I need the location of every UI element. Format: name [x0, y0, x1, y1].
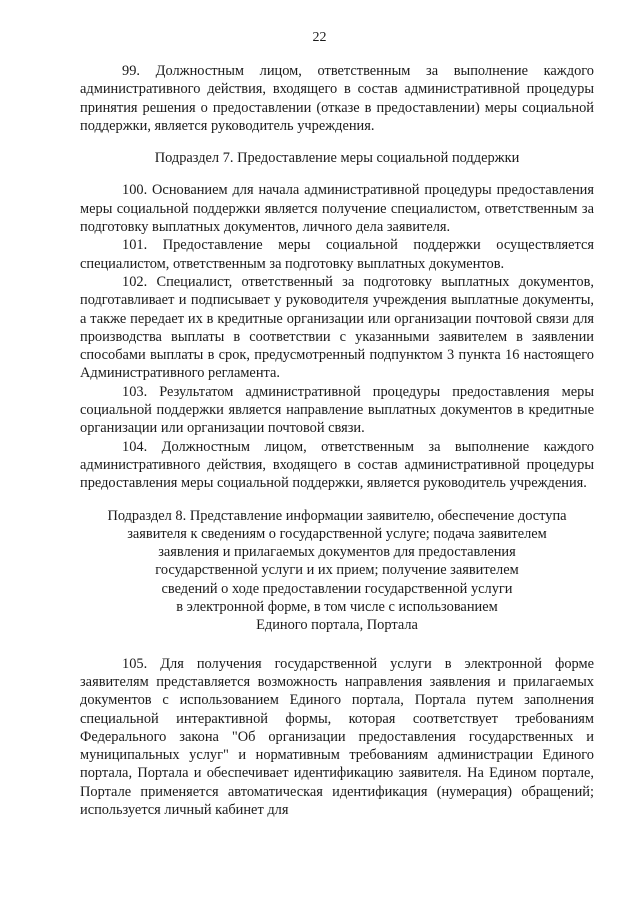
- subsection-8-heading: [80, 507, 594, 635]
- paragraph-100: 100. Основанием для начала административной процедуры предоставления меры социальной поддержки является получение специалистом, ответственным за подготовку выплатных документов, личного дела заявителя.: [80, 182, 594, 236]
- paragraph-99: 99. Должностным лицом, ответственным за выполнение каждого административного действия, входящего в состав административной процедуры принятия решения о предоставлении (отказе в предоставлении) меры социальной поддержки, является руководитель учреждения.: [80, 63, 594, 134]
- subsection-8-heading-line: Подраздел 8. Представление информации заявителю, обеспечение доступа: [107, 507, 567, 524]
- subsection-8-heading-line: заявления и прилагаемых документов для предоставления: [158, 544, 516, 561]
- subsection-8-heading-line: сведений о ходе предоставлении государственной услуги: [161, 580, 513, 597]
- paragraph-103: 103. Результатом административной процедуры предоставления меры социальной поддержки является направление выплатных документов в кредитные организации или организации почтовой связи.: [80, 383, 594, 437]
- paragraph-104: 104. Должностным лицом, ответственным за выполнение каждого административного действия, входящего в состав административной процедуры предоставления меры социальной поддержки, является руководитель учреждения.: [80, 438, 594, 492]
- subsection-8-heading-line: заявителя к сведениям о государственной услуге; подача заявителем: [127, 525, 547, 542]
- paragraph-105: 105. Для получения государственной услуги в электронной форме заявителям представляется возможность направления заявления и прилагаемых документов с использованием Единого портала, Портала путем заполнения специальной интерактивной формы, которая соответствует требованиям Федерального закона "Об организации предоставления государственных и муниципальных услуг" и нормативным требованиям администрации Единого портала, Портала и обеспечивает идентификацию заявителя. На Едином портале, Портале применяется автоматическая идентификация (нумерация) обращений; используется личный кабинет для: [80, 655, 594, 818]
- paragraph-102: 102. Специалист, ответственный за подготовку выплатных документов, подготавливает и подписывает у руководителя учреждения выплатные документы, а также передает их в кредитные организации или организации почтовой связи для производства выплаты в соответствии с указанными заявителем в заявлении способами выплаты в срок, предусмотренный подпунктом 3 пункта 16 настоящего Административного регламента.: [80, 273, 594, 382]
- subsection-8-heading-line: государственной услуги и их прием; получение заявителем: [155, 562, 519, 579]
- subsection-8-heading-line: в электронной форме, в том числе с использованием: [176, 599, 498, 616]
- page-number: 22: [312, 30, 327, 45]
- subsection-8-heading-line: Единого портала, Портала: [256, 617, 418, 634]
- subsection-7-heading: Подраздел 7. Предоставление меры социальной поддержки: [154, 150, 520, 167]
- paragraph-101: 101. Предоставление меры социальной поддержки осуществляется специалистом, ответственным за подготовку выплатных документов.: [80, 237, 594, 272]
- document-body: [80, 62, 594, 819]
